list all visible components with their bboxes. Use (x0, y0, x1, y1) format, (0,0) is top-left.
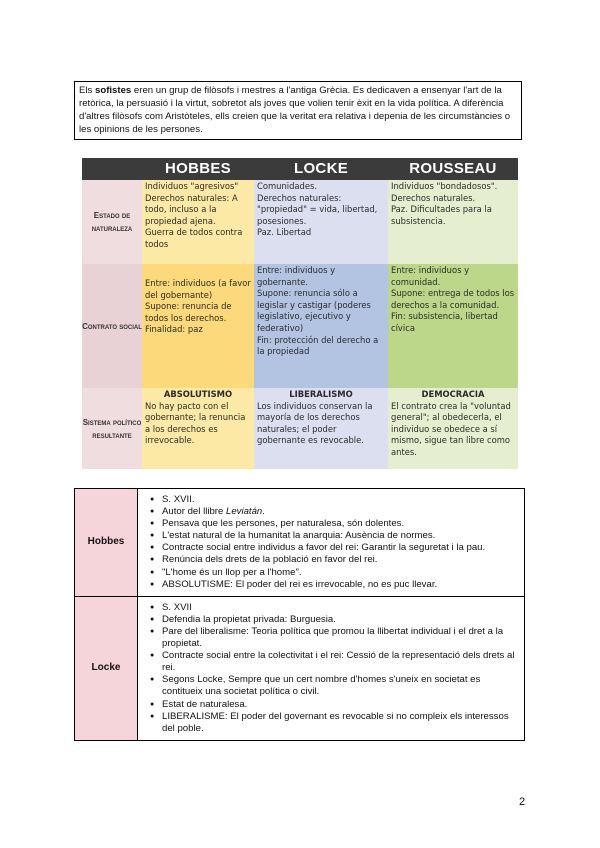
cell-locke-system (254, 388, 388, 469)
cell-line: Individuos "agresivos" (145, 181, 239, 191)
cell-hobbes-contract (142, 264, 254, 388)
cell-rousseau-system (388, 388, 518, 469)
list-item: ● L'estat natural de la humanitat la anarquia: Ausència de normes. (162, 530, 520, 542)
intro-paragraph (74, 81, 522, 140)
cell-rousseau-state (388, 180, 518, 264)
list-item: ● Defendia la propietat privada: Burguesia. (162, 614, 520, 626)
hobbes-details (138, 489, 525, 597)
philosophers-table (74, 488, 525, 741)
locke-list (138, 597, 524, 740)
cell-line: Supone: renuncia de todos los derechos. (145, 301, 232, 323)
intro-text: eren un grup de filòsofs i mestres a l'antiga Grècia. Es dedicaven a ensenyar l'art de la retòrica, la persuasió i la virtut, sobretot als joves que volien tenir èxit en la vida política. A diferència d'altres filòsofs com Aristòteles, ells creien que la veritat era relativa i depenia de les circumstàncies o les opinions de les persones. (79, 85, 511, 135)
cell-line: Paz. Libertad (257, 227, 312, 238)
cell-line: Los individuos conservan la mayoría de los derechos naturales; el poder gobernante es revocable. (257, 400, 373, 446)
list-item: ● Contracte social entre individus a favor del rei: Garantir la seguretat i la pau. (162, 542, 520, 554)
locke-details (138, 596, 525, 740)
cell-hobbes-system (142, 388, 254, 469)
comparison-header-row (82, 158, 518, 180)
list-item: ● "L'home és un llop per a l'home". (162, 567, 520, 579)
header-locke: LOCKE (294, 160, 348, 177)
cell-hobbes-state (142, 180, 254, 264)
page-number: 2 (519, 796, 526, 808)
cell-locke-contract (254, 264, 388, 388)
cell-line: Entre: individuos y gobernante. (257, 265, 336, 287)
comparison-table (82, 158, 518, 469)
list-item: ● Estat de naturalesa. (162, 699, 520, 711)
cell-line: Entre: individuos (a favor del gobernante) (145, 278, 251, 300)
row-label-political-system: Sistema político resultante (82, 388, 142, 469)
list-item: ● Pare del liberalisme: Teoria política que promou la llibertat individual i el dret a la propietat. (162, 626, 520, 650)
list-item: ● Contracte social entre la colectivitat i el rei: Cessió de la representació dels drets al rei. (162, 650, 520, 674)
row-label-social-contract: Contrato social (82, 264, 142, 388)
table-row (75, 596, 525, 740)
cell-line: Derechos naturales. (391, 192, 476, 203)
cell-line: Fin: subsistencia, libertad cívica (391, 311, 498, 333)
book-suffix: . (262, 506, 265, 518)
philosopher-name-hobbes: Hobbes (75, 489, 138, 597)
cell-line: Supone: entrega de todos los derechos a la comunidad. (391, 288, 515, 310)
cell-line: Individuos "bondadosos". (391, 181, 498, 191)
list-item: ● LIBERALISME: El poder del governant es revocable si no compleix els interessos del poble. (162, 711, 520, 735)
cell-locke-state (254, 180, 388, 264)
list-item: ● Pensava que les persones, per naturalesa, són dolentes. (162, 518, 520, 530)
system-title-democracia: DEMOCRACIA (421, 389, 485, 399)
header-hobbes: HOBBES (165, 160, 231, 177)
list-item-text: Autor del llibre (162, 506, 226, 518)
cell-line: Finalidad: paz (145, 324, 203, 335)
cell-line: Supone: renuncia sólo a legislar y castigar (poderes legislativo, ejecutivo y federativo) (257, 288, 371, 333)
intro-prefix: Els (79, 85, 95, 96)
list-item: ● Renúncia dels drets de la població en favor del rei. (162, 554, 520, 566)
system-title-absolutismo: ABSOLUTISMO (163, 389, 233, 399)
cell-line: Fin: protección del derecho a la propiedad (257, 334, 379, 357)
cell-line: No hay pacto con el gobernante; la renuncia a los derechos es irrevocable. (145, 400, 246, 446)
list-item: ● ABSOLUTISME: El poder del rei es irrevocable, no es puc llevar. (162, 579, 520, 591)
hobbes-list (138, 489, 524, 596)
cell-line: Guerra de todos contra todos (145, 227, 243, 249)
cell-line: Comunidades. (257, 181, 318, 191)
header-rousseau: ROUSSEAU (409, 160, 497, 177)
cell-line: Entre: individuos y comunidad. (391, 265, 470, 287)
table-row (75, 489, 525, 597)
cell-rousseau-contract (388, 264, 518, 388)
list-item (162, 506, 520, 518)
intro-term: sofistes (95, 85, 132, 96)
system-title-liberalismo: LIBERALISMO (289, 389, 353, 399)
cell-line: Derechos naturales: A todo, incluso a la propiedad ajena. (145, 192, 238, 226)
philosopher-name-locke: Locke (75, 596, 138, 740)
list-item: ● S. XVII. (162, 494, 520, 506)
book-title: Leviatán (226, 506, 263, 518)
row-label-state-of-nature: Estado de naturaleza (82, 180, 142, 264)
cell-line: Paz. Dificultades para la subsistencia. (391, 204, 492, 226)
list-item: ● S. XVII (162, 602, 520, 614)
list-item: ● Segons Locke, Sempre que un cert nombre d'homes s'uneix en societat es contitueix una societat política o civil. (162, 674, 520, 698)
cell-line: El contrato crea la "voluntad general"; al obedecerla, el individuo se obedece a sí mismo, sigue tan libre como antes. (391, 400, 511, 457)
cell-line: Derechos naturales: "propiedad" = vida, libertad, posesiones. (257, 192, 378, 226)
